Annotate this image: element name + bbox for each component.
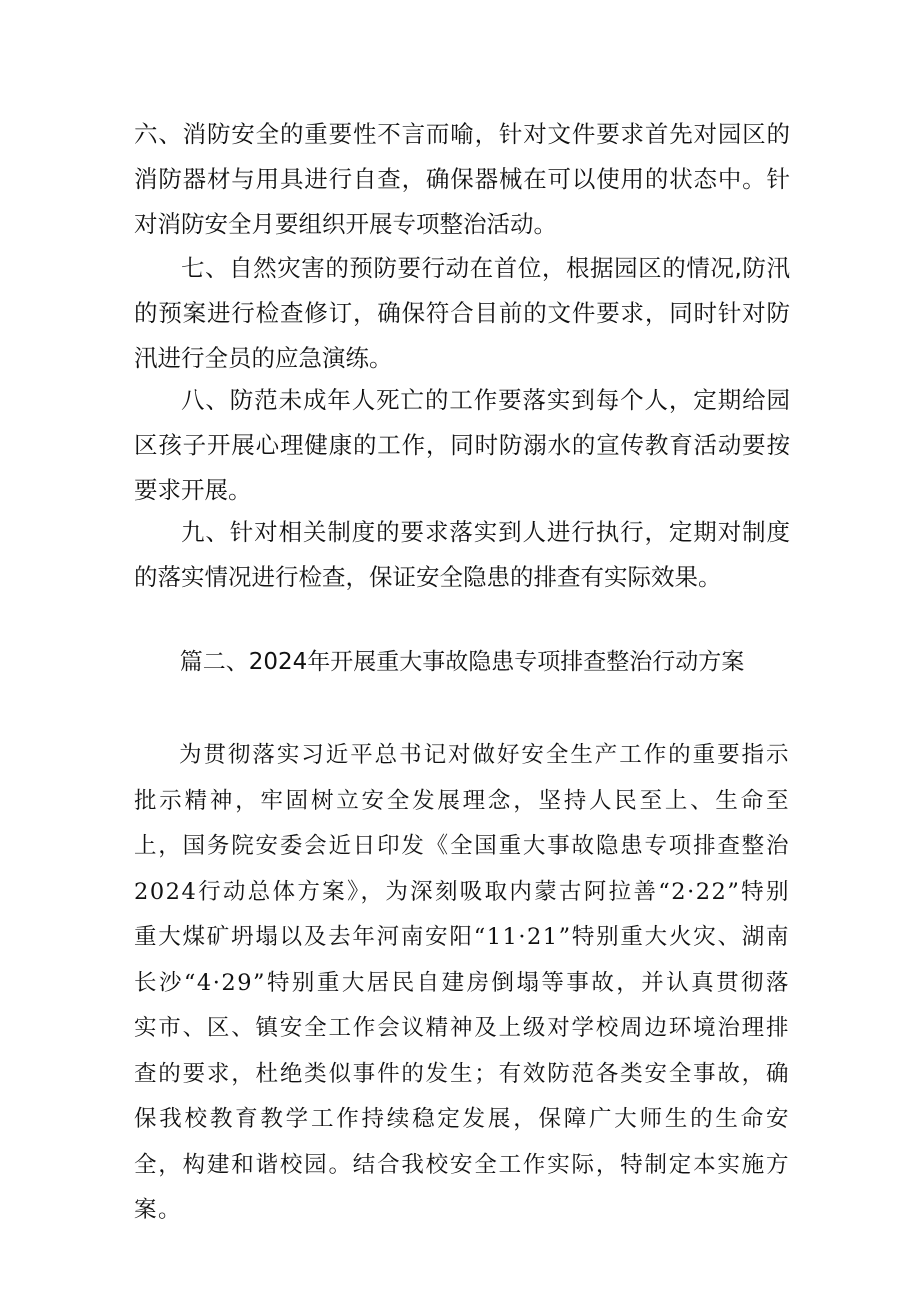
paragraph-item-eight: 八、防范未成年人死亡的工作要落实到每个人，定期给园区孩子开展心理健康的工作，同时防溺水的宣传教育活动要按要求开展。 [134,386,790,504]
section-two-intro-paragraph: 为贯彻落实习近平总书记对做好安全生产工作的重要指示批示精神，牢固树立安全发展理念，坚持人民至上、生命至上，国务院安委会近日印发《全国重大事故隐患专项排查整治2024行动总体方案》，为深刻吸取内蒙古阿拉善“2·22”特别重大煤矿坍塌以及去年河南安阳“11·21”特别重大火灾、湖南长沙“4·29”特别重大居民自建房倒塌等事故，并认真贯彻落实市、区、镇安全工作会议精神及上级对学校周边环境治理排查的要求，杜绝类似事件的发生；有效防范各类安全事故，确保我校教育教学工作持续稳定发展，保障广大师生的生命安全，构建和谐校园。结合我校安全工作实际，特制定本实施方案。 [134,742,790,1223]
paragraph-item-seven: 七、自然灾害的预防要行动在首位，根据园区的情况,防汛的预案进行检查修订，确保符合目前的文件要求，同时针对防汛进行全员的应急演练。 [134,254,790,372]
paragraph-item-nine: 九、针对相关制度的要求落实到人进行执行，定期对制度的落实情况进行检查，保证安全隐患的排查有实际效果。 [134,518,790,591]
paragraph-item-six: 六、消防安全的重要性不言而喻，针对文件要求首先对园区的消防器材与用具进行自查，确保器械在可以使用的状态中。针对消防安全月要组织开展专项整治活动。 [134,120,790,238]
section-two-title: 篇二、2024年开展重大事故隐患专项排查整治行动方案 [179,649,745,675]
